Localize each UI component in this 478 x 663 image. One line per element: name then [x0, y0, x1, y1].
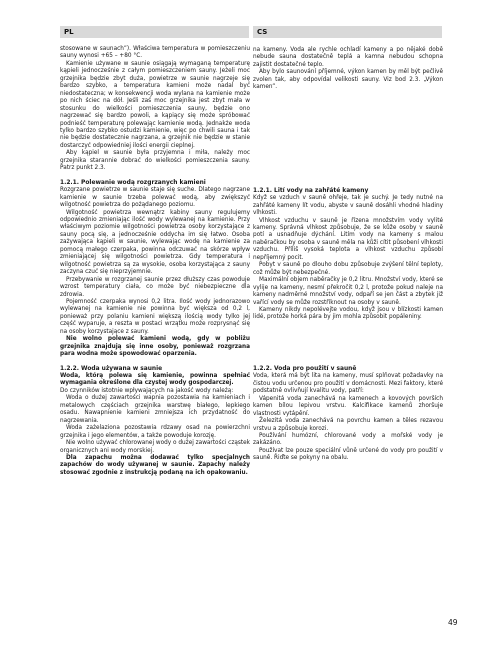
paragraph: Kamienie używane w saunie osiągają wymaganą temperaturę kąpieli jednocześnie z całym pomieszczeniem sauny. Jeżeli moc grzejnika będzie zbyt duża, powietrze w saunie nagrzeje się bardzo szybko, a temperatura kamieni może nadal być niedostateczna; w konsekwencji woda wylana na kamienie może po nich ściec na dół. Jeśli zaś moc grzejnika jest zbyt mała w stosunku do wielkości pomieszczenia sauny, będzie ono nagrzewać się bardzo powoli, a kąpiący się może spróbować podnieść temperaturę polewając kamienie wodą. Jednakże woda tylko bardzo szybko ostudzi kamienie, więc po chwili sauna i tak nie będzie dostatecznie nagrzana, a grzejnik nie będzie w stanie dostarczyć odpowiedniej ilości energii cieplnej.: [60, 60, 250, 149]
language-code-cs: CS: [257, 28, 268, 36]
paragraph: Používat lze pouze speciální vůně určené do vody pro použití v sauně. Řiďte se pokyny na obalu.: [253, 447, 443, 462]
polish-column: [60, 46, 250, 477]
paragraph: Vlhkost vzduchu v sauně je řízena množstvím vody vylité kameny. Správná vlhkost způsobuje, že se kůže osoby v sauně potí a usnadňuje dýchání. Litím vody na kameny s malou naběračkou by osoba v sauně měla na kůži cítit působení vlhkosti vzduchu. Příliš vysoká teplota a vlhkost vzduchu způsobí nepříjemný pocit.: [253, 217, 443, 261]
page-number: 49: [448, 618, 458, 627]
paragraph: Kameny nikdy nepolévejte vodou, když jsou v blízkosti kamen lidé, protože horká pára by jim mohla způsobit popáleniny.: [253, 306, 443, 321]
paragraph: Nie wolno używać chlorowanej wody o dużej zawartości cząstek organicznych ani wody morskiej.: [60, 440, 250, 454]
warning-paragraph: Dla zapachu można dodawać tylko specjalnych zapachów do wody używanej w saunie. Zapachy należy stosować zgodnie z instrukcją podaną na ich opakowaniu.: [60, 455, 250, 476]
language-code-pl: PL: [64, 28, 74, 36]
paragraph: Maximální objem naběračky je 0,2 litru. Množství vody, které se vylije na kameny, nesmí překročit 0,2 l, protože pokud naleje na kameny nadměrné množství vody, odpaří se jen část a zbytek již vařící vody se může rozstříknout na osoby v sauně.: [253, 277, 443, 306]
paragraph: na kameny. Voda ale rychle ochladí kameny a po nějaké době nebude sauna dostatečně teplá a kamna nebudou schopna zajistit dostatečné teplo.: [253, 47, 443, 68]
language-label-pl: [60, 26, 249, 38]
paragraph: Když se vzduch v sauně ohřeje, tak je suchý. Je tedy nutné na zahřáté kameny lít vodu, abyste v sauně dosáhli vhodné hladiny vlhkosti.: [253, 195, 443, 217]
paragraph: Používání humózní, chlorované vody a mořské vody je zakázáno.: [253, 432, 443, 447]
paragraph: stosowane w saunach”). Właściwa temperatura w pomieszczeniu sauny wynosi +65 – +80 °C.: [60, 46, 250, 60]
czech-column: [253, 47, 443, 463]
paragraph: Aby bylo saunování příjemné, výkon kamen by měl být pečlivě zvolen tak, aby odpovídal velikosti sauny. Viz bod 2.3. „Výkon kamen”.: [253, 69, 443, 91]
section-heading-1-2-2: 1.2.2. Woda używana w saunie: [60, 365, 163, 372]
paragraph: Pojemność czerpaka wynosi 0,2 litra. Ilość wody jednorazowo wylewanej na kamienie nie powinna być większa od 0,2 l, ponieważ przy polaniu kamieni większą ilością wody tylko jej część wyparuje, a reszta w postaci wrzątku może rozprysnąć się na osoby korzystające z sauny.: [60, 298, 250, 335]
paragraph: Železitá voda zanechává na povrchu kamen a těles rezavou vrstvu a způsobuje korozi.: [253, 418, 443, 432]
paragraph: Pobyt v sauně po dlouho dobu způsobuje zvýšení tělní teploty, což může být nebezpečné.: [253, 262, 443, 276]
paragraph: Aby kąpiel w saunie była przyjemna i miła, należy moc grzejnika starannie dobrać do wielkości pomieszczenia sauny. Patrz punkt 2.3.: [60, 150, 250, 172]
language-label-cs: [253, 26, 442, 38]
section-heading-1-2-2: 1.2.2. Voda pro použití v sauně: [253, 365, 357, 372]
paragraph: Woda zażelaziona pozostawia rdzawy osad na powierzchni grzejnika i jego elementów, a także powoduje korozję.: [60, 425, 250, 439]
paragraph: Voda, která má být lita na kameny, musí splňovat požadavky na čistou vodu určenou pro použití v domácnosti. Mezi faktory, které podstatně ovlivňují kvalitu vody, patří:: [253, 373, 443, 395]
section-heading-1-2-1: 1.2.1. Polewanie wodą rozgrzanych kamieni: [60, 179, 206, 186]
paragraph: Vápenitá voda zanechává na kamenech a kovových površích kamen bílou lepivou vrstvu. Kalcifikace kamenů zhoršuje vlastnosti vytápění.: [253, 395, 443, 417]
paragraph: Do czynników istotnie wpływających na jakość wody należą:: [60, 387, 234, 394]
paragraph: Przebywanie w rozgrzanej saunie przez dłuższy czas powoduje wzrost temperatury ciała, co może być niebezpieczne dla zdrowia.: [60, 276, 250, 298]
paragraph: Woda o dużej zawartości wapnia pozostawia na kamieniach i metalowych częściach grzejnika warstwę białego, lepkiego osadu. Nawapnienie kamieni zmniejsza ich przydatność do nagrzewania.: [60, 395, 250, 424]
warning-paragraph: Nie wolno polewać kamieni wodą, gdy w pobliżu grzejnika znajdują się inne osoby, ponieważ rozgrzana para wodna może spowodować oparzenia.: [60, 336, 250, 358]
section-heading-1-2-1: 1.2.1. Lití vody na zahřáté kameny: [253, 187, 369, 194]
paragraph: Wilgotność powietrza wewnątrz kabiny sauny regulujemy odpowiednio zmieniając ilość wody wylewanej na kamienie. Przy właściwym poziomie wilgotności powietrza osoby korzystające z sauny pocą się, a jednocześnie oddycha im się łatwo. Osoba zażywająca kąpieli w saunie, wylewając wodę na kamienie za pomocą małego czerpaka, powinna odczuwać na skórze wpływ zmieniającej się wilgotności powietrza. Gdy temperatura i wilgotność powietrza są za wysokie, osoba korzystająca z sauny zaczyna czuć się nieprzyjemnie.: [60, 209, 250, 276]
paragraph: Rozgrzane powietrze w saunie staje się suche. Dlatego nagrzane kamienie w saunie trzeba polewać wodą, aby zwiększyć wilgotność powietrza do pożądanego poziomu.: [60, 187, 250, 209]
requirement-paragraph: Woda, którą polewa się kamienie, powinna spełniać wymagania określone dla czystej wody gospodarczej.: [60, 373, 250, 387]
